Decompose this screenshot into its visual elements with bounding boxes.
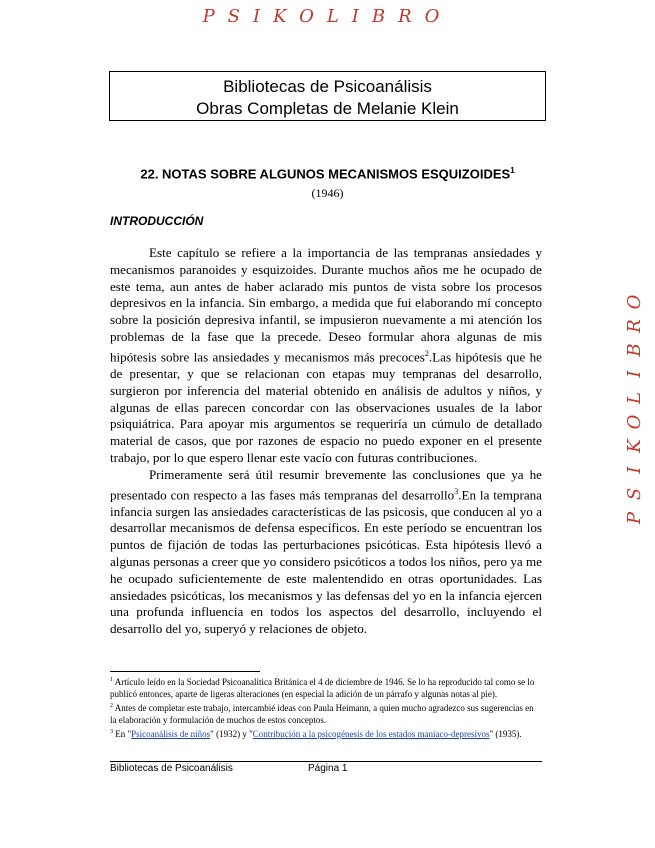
- watermark-letter: B: [624, 343, 645, 357]
- footnote-ref[interactable]: 3: [454, 486, 459, 496]
- footnote-text: " (1935).: [489, 729, 522, 739]
- section-title: INTRODUCCIÓN: [110, 214, 204, 228]
- header-title-line1: Bibliotecas de Psicoanálisis: [223, 77, 432, 96]
- watermark-letter: R: [624, 319, 645, 333]
- footnote-text: Antes de completar este trabajo, intercambié ideas con Paula Heimann, a quien mucho agradezco sus sugerencias en la elaboración y formulación de muchos de estos conceptos.: [110, 703, 534, 725]
- chapter-year: (1946): [311, 186, 344, 200]
- watermark-letter: K: [624, 439, 645, 453]
- watermark-side: [620, 290, 650, 560]
- footnote-text: " (1932) y ": [210, 729, 253, 739]
- paragraph-text: Primeramente será útil resumir brevemente las conclusiones que ya he presentado con respecto a las fases más tempranas del desarrollo: [110, 466, 542, 502]
- watermark-letter: O: [624, 414, 645, 430]
- watermark-letter: I: [624, 466, 645, 474]
- footer-divider: [110, 761, 542, 762]
- page-footer: [110, 763, 542, 774]
- footnotes: [110, 675, 542, 742]
- paragraph-text: .En la temprana infancia surgen las ansiedades características de las psicosis, que conducen al yo a desarrollar mecanismos de defensa específicos. En este período se encuentran los puntos de fijación de todas las perturbaciones psicóticas. Esta hipótesis llevó a algunas personas a creer que yo considero psicóticos a todos los niños, pero ya me he ocupado suficientemente de este malentendido en otras oportunidades. Las ansiedades psicóticas, los mecanismos y las defensas del yo en la infancia ejercen una profunda influencia en todos los aspectos del desarrollo, incluyendo el desarrollo del yo, superyó y relaciones de objeto.: [110, 486, 542, 637]
- body-text: [110, 245, 542, 638]
- header-title-box: [109, 71, 546, 121]
- footnote-ref[interactable]: 1: [510, 166, 515, 175]
- footnote-text: Artículo leído en la Sociedad Psicoanalítica Británica el 4 de diciembre de 1946. Se lo ha reproducido tal como se lo publicó entonces, aparte de ligeras alteraciones (en especial la adición de un párrafo y algunas notas al pie).: [110, 677, 535, 699]
- footnote-text: En ": [113, 729, 132, 739]
- footnote: [110, 701, 542, 726]
- footnote-mark: 2: [110, 703, 113, 709]
- watermark-letter: P: [624, 511, 645, 525]
- link-psicoanalisis-de-ninos[interactable]: Psicoanálisis de niños: [131, 729, 211, 739]
- footnote-divider: [110, 671, 260, 672]
- paragraph: [110, 245, 542, 467]
- watermark-letter: I: [624, 370, 645, 378]
- link-psicogenesis-estados-maniaco-depresivos[interactable]: Contribución a la psicogénesis de los estados maníaco-depresivos: [252, 729, 490, 739]
- footnote-mark: 1: [110, 677, 113, 683]
- header-title-line2: Obras Completas de Melanie Klein: [196, 99, 459, 118]
- watermark-letter: L: [624, 392, 645, 404]
- footer-source: Bibliotecas de Psicoanálisis: [110, 763, 233, 774]
- paragraph: [110, 467, 542, 638]
- paragraph-text: Este capítulo se refiere a la importancia de las tempranas ansiedades y mecanismos paranoides y esquizoides. Durante muchos años me he ocupado de este tema, aun antes de haber aclarado mis puntos de vista sobre los procesos depresivos en la infancia. Sin embargo, a medida que fui elaborando mí concepto sobre la posición depresiva infantil, se impusieron nuevamente a mi atención los problemas de la fase que la precede. Deseo formular ahora algunas de mis hipótesis sobre las ansiedades y mecanismos más precoces: [110, 245, 542, 365]
- footnote-ref[interactable]: 2: [424, 348, 429, 358]
- watermark-top: PSIKOLIBRO: [202, 6, 453, 27]
- footnote-mark: 3: [110, 729, 113, 735]
- page-number: Página 1: [308, 763, 348, 774]
- chapter-title-text: 22. NOTAS SOBRE ALGUNOS MECANISMOS ESQUIZOIDES: [140, 166, 511, 182]
- footnote: [110, 727, 542, 741]
- watermark-letter: S: [624, 487, 645, 501]
- paragraph-text: .Las hipótesis que he de presentar, y que se relacionan con etapas muy tempranas del desarrollo, surgieron por inferencia del material obtenido en análisis de adultos y niños, y algunas de ellas parecen concordar con las observaciones usuales de la labor psiquiátrica. Para apoyar mis argumentos se requeriría un cúmulo de detallado material de casos, que por razones de espacio no puedo exponer en el presente trabajo, por lo que espero llenar este vacío con futuras contribuciones.: [110, 349, 542, 465]
- chapter-title: [0, 166, 655, 181]
- footnote: [110, 675, 542, 700]
- watermark-letter: O: [624, 294, 645, 310]
